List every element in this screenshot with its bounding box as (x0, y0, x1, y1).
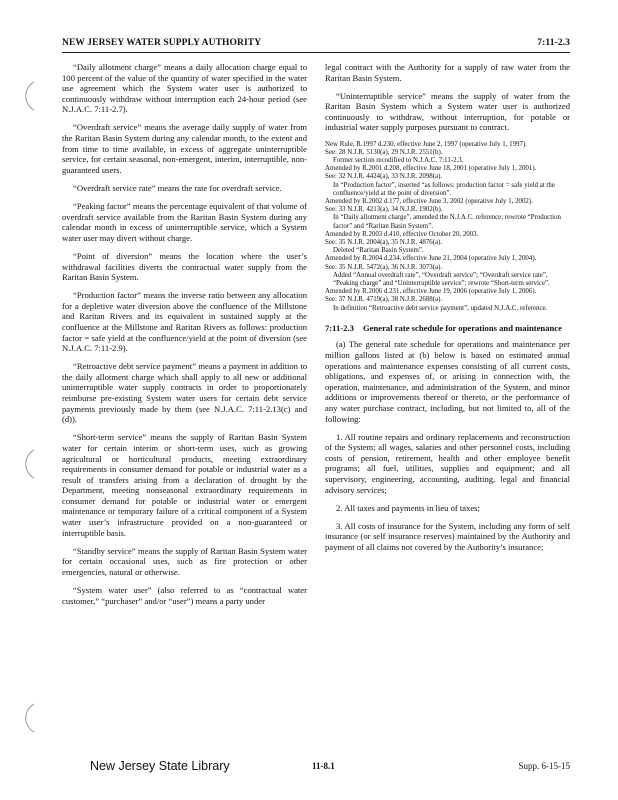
running-header (62, 38, 570, 52)
history-line: In “Production factor”, inserted “as follows: production factor = safe yield at the confluence/yield at the point of diversion”. (333, 181, 555, 197)
supplement-date: Supp. 6-15-15 (518, 761, 570, 771)
definition-paragraph: “Overdraft service rate” means the rate for overdraft service. (73, 182, 282, 193)
history-line: Amended by R.2004 d.234, effective June 21, 2004 (operative July 1, 2004). (325, 255, 537, 263)
history-line: See: 32 N.J.R. 4424(a), 33 N.J.R. 2098(a). (325, 173, 443, 181)
definition-paragraph: “Uninterruptible service” means the supply of water from the Raritan Basin System which a System water user is authorized continuously to withdraw, without interruption, for potable or industrial water supply purposes pursuant to contract. (325, 90, 570, 133)
history-line: Added “Annual overdraft rate”, “Overdraft service”; “Overdraft service rate”, “Peaking charge” and “Uninterruptible service”; rewrote “Short-term service”. (333, 271, 550, 288)
history-line: Former section recodified to N.J.A.C. 7:11-2.3. (333, 156, 464, 164)
left-column (62, 62, 307, 614)
definition-paragraph: “Retroactive debt service payment” means a payment in addition to the daily allotment charge which shall apply to all new or additional uninterruptible water supply contracts in order to proportionately reimburse pre-existing System water users for certain debt service payments previously made by them (see N.J.A.C. 7:11-2.13(c) and (d)). (62, 361, 307, 425)
history-line: See: 33 N.J.R. 4213(a), 34 N.J.R. 1902(b). (325, 206, 443, 214)
list-item: 1. All routine repairs and ordinary replacements and reconstruction of the System; all wages, salaries and other personnel costs, including costs of pension, retirement, health and other employee benefit programs; all fuel, utilities, supplies and equipment; and all supervisory, engineering, accounting, auditing, legal and financial advisory services; (325, 431, 570, 495)
history-line: In “Daily allotment charge”, amended the N.J.A.C. reference; rewrote “Production factor” and “Raritan Basin System”. (333, 214, 561, 230)
history-line: See: 28 N.J.R. 5130(a), 29 N.J.R. 2551(b). (325, 148, 443, 156)
library-watermark: New Jersey State Library (90, 759, 230, 773)
history-line: Amended by R.2002 d.177, effective June 3, 2002 (operative July 1, 2002). (325, 197, 533, 205)
history-line: New Rule, R.1997 d.230, effective June 2, 1997 (operative July 1, 1997). (325, 140, 527, 148)
history-line: Amended by R.2003 d.410, effective October 20, 2003. (325, 230, 479, 238)
binder-hole-mark (6, 700, 40, 736)
definition-paragraph: “Point of diversion” means the location where the user’s withdrawal facilities diverts the contractual water supply from the Raritan Basin System. (62, 250, 307, 283)
list-item: 2. All taxes and payments in lieu of taxes; (336, 502, 480, 513)
header-rule (62, 52, 570, 53)
definition-paragraph: “Production factor” means the inverse ratio between any allocation for a depletive water diversion above the confluence of the Millstone and Raritan Rivers and its equivalent in sustained supply at the confluence at the Millstone and Raritan Rivers as follows: production factor = safe yield at the confluence/yield at the point of diversion (see N.J.A.C. 7:11-2.9). (62, 290, 307, 354)
list-item: 3. All costs of insurance for the System, including any form of self insurance (or self insurance reserves) maintained by the Authority and payment of all claims not covered by the Authority’s insurance; (325, 520, 570, 553)
page-footer (62, 759, 570, 777)
definition-paragraph: “Short-term service” means the supply of Raritan Basin System water for certain interim or short-term uses, such as growing agricultural or horticultural products, meeting extraordinary requirements in consumer demand for potable or industrial water as a result of transfers arising from a declaration of drought by the Department, meeting nonseasonal extraordinary requirements in consumer demand for potable or industrial water or emergent maintenance or temporary failure of a critical component of a System water user’s infrastructure provided on a non-guaranteed or interruptible basis. (62, 432, 307, 538)
definition-paragraph: “Peaking factor” means the percentage equivalent of that volume of overdraft service available from the Raritan Basin System during any calendar month in excess of uninterruptible service, which a System water user may divert without charge. (62, 201, 307, 243)
binder-hole-mark (6, 78, 40, 114)
binder-hole-mark (6, 446, 40, 482)
definition-paragraph: “Standby service” means the supply of Raritan Basin System water for certain occasional uses, such as fire protection or other emergencies, natural or otherwise. (62, 545, 307, 577)
history-line: Deleted “Raritan Basin System”. (333, 247, 424, 255)
body-paragraph: (a) The general rate schedule for operations and maintenance per million gallons listed at (b) below is based on estimated annual operations and maintenance expenses consisting of all current costs, obligations, and expenses of, or arising in connection with, the operation, maintenance, and administration of the System, and minor additions or improvements thereof or thereto, or the performance of any water purchase contract, including, but not limited to, all of the following: (325, 339, 570, 424)
history-notes (325, 141, 570, 313)
header-section-ref: 7:11-2.3 (537, 38, 570, 48)
section-number: 7:11-2.3 (325, 322, 354, 333)
history-line: In definition “Retroactive debt service payment”, updated N.J.A.C. reference. (333, 304, 548, 312)
definition-paragraph: “System water user” (also referred to as “contractual water customer,” “purchaser” and/or “user”) means a party under (62, 585, 307, 606)
continued-paragraph: legal contract with the Authority for a supply of raw water from the Raritan Basin System. (325, 62, 570, 83)
history-line: Amended by R.2006 d.231, effective June 19, 2006 (operative July 1, 2006). (325, 288, 537, 296)
definition-paragraph: “Daily allotment charge” means a daily allocation charge equal to 100 percent of the value of the quantity of water specified in the water use agreement which the System water user is authorized to continuously withdraw without interruption each 24-hour period (see N.J.A.C. 7:11-2.7). (62, 62, 307, 115)
history-line: See: 35 N.J.R. 5472(a), 36 N.J.R. 3073(a). (325, 263, 443, 271)
history-line: See: 35 N.J.R. 2004(a), 35 N.J.R. 4876(a). (325, 239, 443, 246)
history-line: Amended by R.2001 d.208, effective June 18, 2001 (operative July 1, 2001). (325, 165, 537, 173)
history-line: See: 37 N.J.R. 4719(a), 38 N.J.R. 2688(a). (325, 296, 443, 304)
page-number: 11-8.1 (312, 761, 335, 771)
section-heading (325, 323, 570, 334)
header-agency: NEW JERSEY WATER SUPPLY AUTHORITY (62, 38, 262, 48)
section-title: General rate schedule for operations and maintenance (363, 322, 562, 333)
definition-paragraph: “Overdraft service” means the average daily supply of water from the Raritan Basin System during any calendar month, to the extent and from time to time available, in excess of aggregate uninterruptible service, for certain seasonal, non-emergent, interim, interruptible, non-guaranteed users. (62, 122, 307, 175)
right-column (325, 62, 570, 560)
